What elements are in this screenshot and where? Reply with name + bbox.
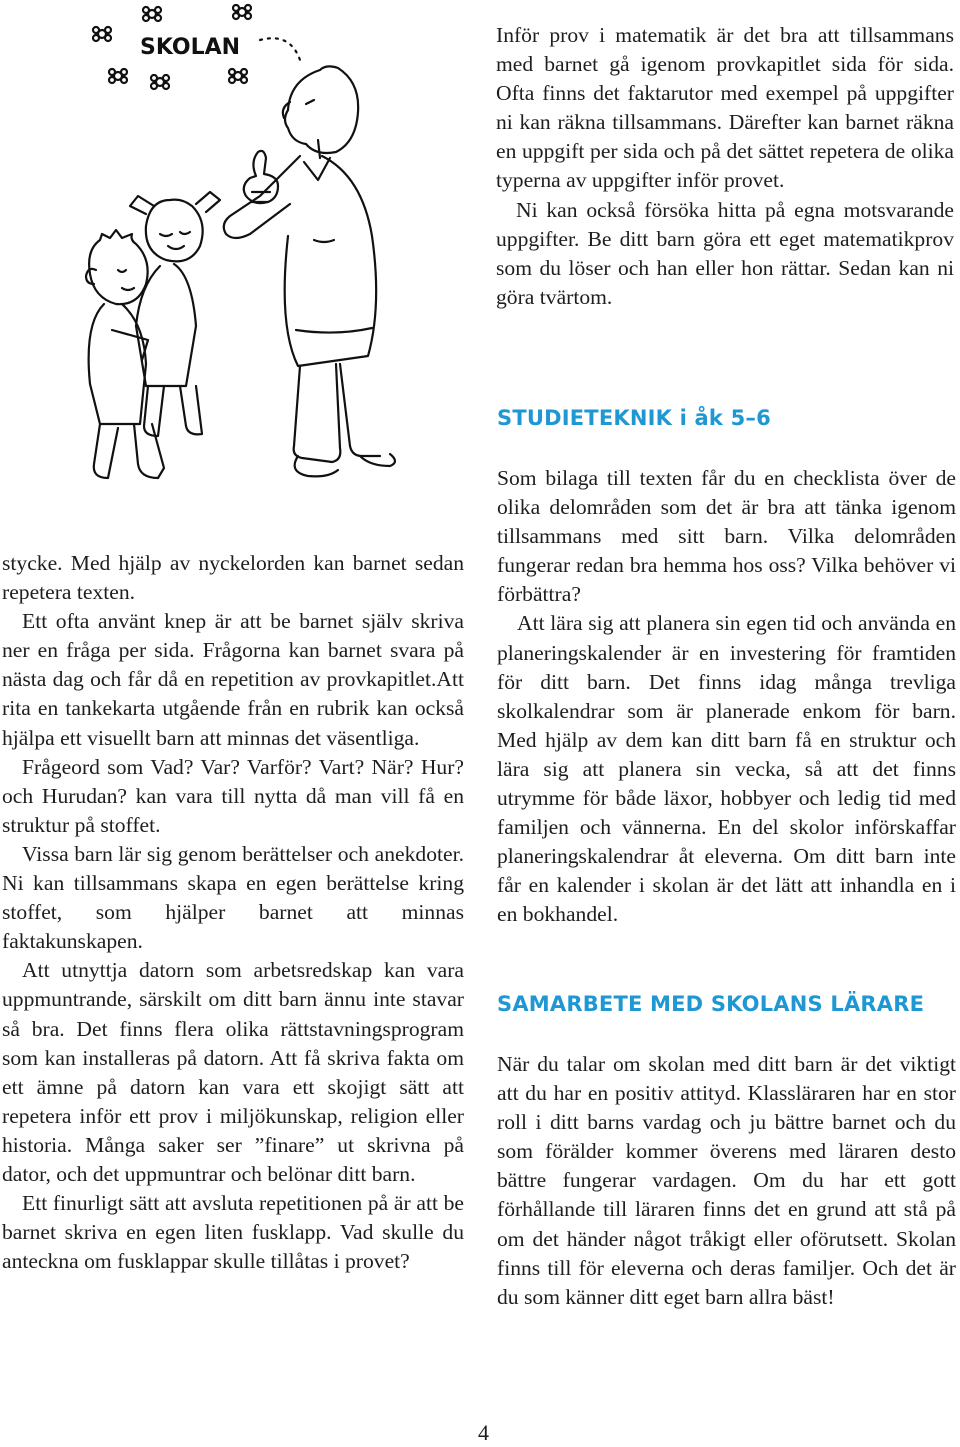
flower-icon — [143, 7, 161, 21]
paragraph: Vissa barn lär sig genom berättelser och anekdoter. Ni kan tillsammans skapa en egen berättelse kring stoffet, som hjälper barnet att minnas faktakunskapen. — [2, 841, 464, 954]
page-number: 4 — [478, 1420, 489, 1445]
paragraph: stycke. Med hjälp av nyckelorden kan barnet sedan repetera texten. — [2, 551, 464, 605]
right-column-samarbete — [497, 1050, 956, 1312]
paragraph: Som bilaga till texten får du en checklista över de olika delområden som det är bra att tänka igenom tillsammans med sitt barn. Vilka delområden fungerar redan bra hemma hos oss? Vilka behöver vi förbättra? — [497, 466, 956, 607]
section-heading-samarbete: SAMARBETE MED SKOLANS LÄRARE — [497, 992, 925, 1016]
right-column — [497, 464, 956, 930]
paragraph: Frågeord som Vad? Var? Varför? Vart? När? Hur? och Hurudan? kan vara till nytta då man vill få en struktur på stoffet. — [2, 754, 464, 837]
paragraph: Ni kan också försöka hitta på egna motsvarande uppgifter. Be ditt barn göra ett eget matematikprov som du löser och han eller hon rättar. Sedan kan ni göra tvärtom. — [496, 197, 954, 309]
flower-icon — [93, 27, 111, 41]
section-heading-studieteknik: STUDIETEKNIK i åk 5–6 — [497, 406, 771, 430]
flower-icon — [233, 5, 251, 19]
intro-column — [496, 21, 954, 312]
sign-text: SKOLAN — [140, 35, 241, 60]
left-column — [2, 549, 464, 1276]
parent-and-children-illustration — [60, 0, 480, 520]
paragraph: När du talar om skolan med ditt barn är det viktigt att du har en positiv attityd. Klassläraren har en stor roll i ditt barns vardag och ju bättre barnet och du som förälder kommer överens med läraren desto bättre fungerar vardagen. Om du har ett gott förhållande till läraren finns det en grund att stå på om det händer något tråkigt eller oförutsett. Skolan finns till för eleverna och deras familjer. Och det är du som känner ditt eget barn allra bäst! — [497, 1052, 956, 1309]
paragraph: Att lära sig att planera sin egen tid och använda en planeringskalender är en investering för framtiden för ditt barn. Det finns idag många trevliga skolkalendrar som är planerade enkom för barn. Med hjälp av dem kan ditt barn få en struktur och lära sig att planera sin vecka, så att det finns utrymme för både läxor, hobbyer och ledig tid med familjen och vännerna. En del skolor införskaffar planeringskalendrar åt eleverna. Om ditt barn inte får en kalender i skolan är det lätt att inhandla en i en bokhandel. — [497, 611, 956, 927]
flower-icon — [229, 69, 247, 83]
paragraph: Ett finurligt sätt att avsluta repetitionen på är att be barnet skriva en egen liten fusklapp. Vad skulle du anteckna om fusklappar skulle tillåtas i provet? — [2, 1191, 464, 1274]
paragraph: Inför prov i matematik är det bra att tillsammans med barnet gå igenom provkapitlet sida för sida. Ofta finns det faktarutor med exempel på uppgifter ni kan räkna tillsammans. Därefter kan barnet räkna en uppgift per sida och på det sättet repetera de olika typerna av uppgifter inför provet. — [496, 23, 954, 193]
paragraph: Att utnyttja datorn som arbetsredskap kan vara uppmuntrande, särskilt om ditt barn ännu inte stavar så bra. Det finns flera olika rättstavningsprogram som kan installeras på datorn. Att få skriva fakta om ett ämne på datorn kan vara ett skojigt sätt att repetera inför ett prov i miljökunskap, religion eller historia. Många saker ser ”finare” ut skrivna på dator, och det uppmuntrar och belönar ditt barn. — [2, 958, 464, 1186]
flower-icon — [151, 75, 169, 89]
paragraph: Ett ofta använt knep är att be barnet själv skriva ner en fråga per sida. Frågorna kan barnet svara på nästa dag och får då en repetition av provkapitlet.Att rita en tankekarta utgående från en rubrik kan också hjälpa ett visuellt barn att minnas det väsentliga. — [2, 609, 464, 750]
flower-icon — [109, 69, 127, 83]
